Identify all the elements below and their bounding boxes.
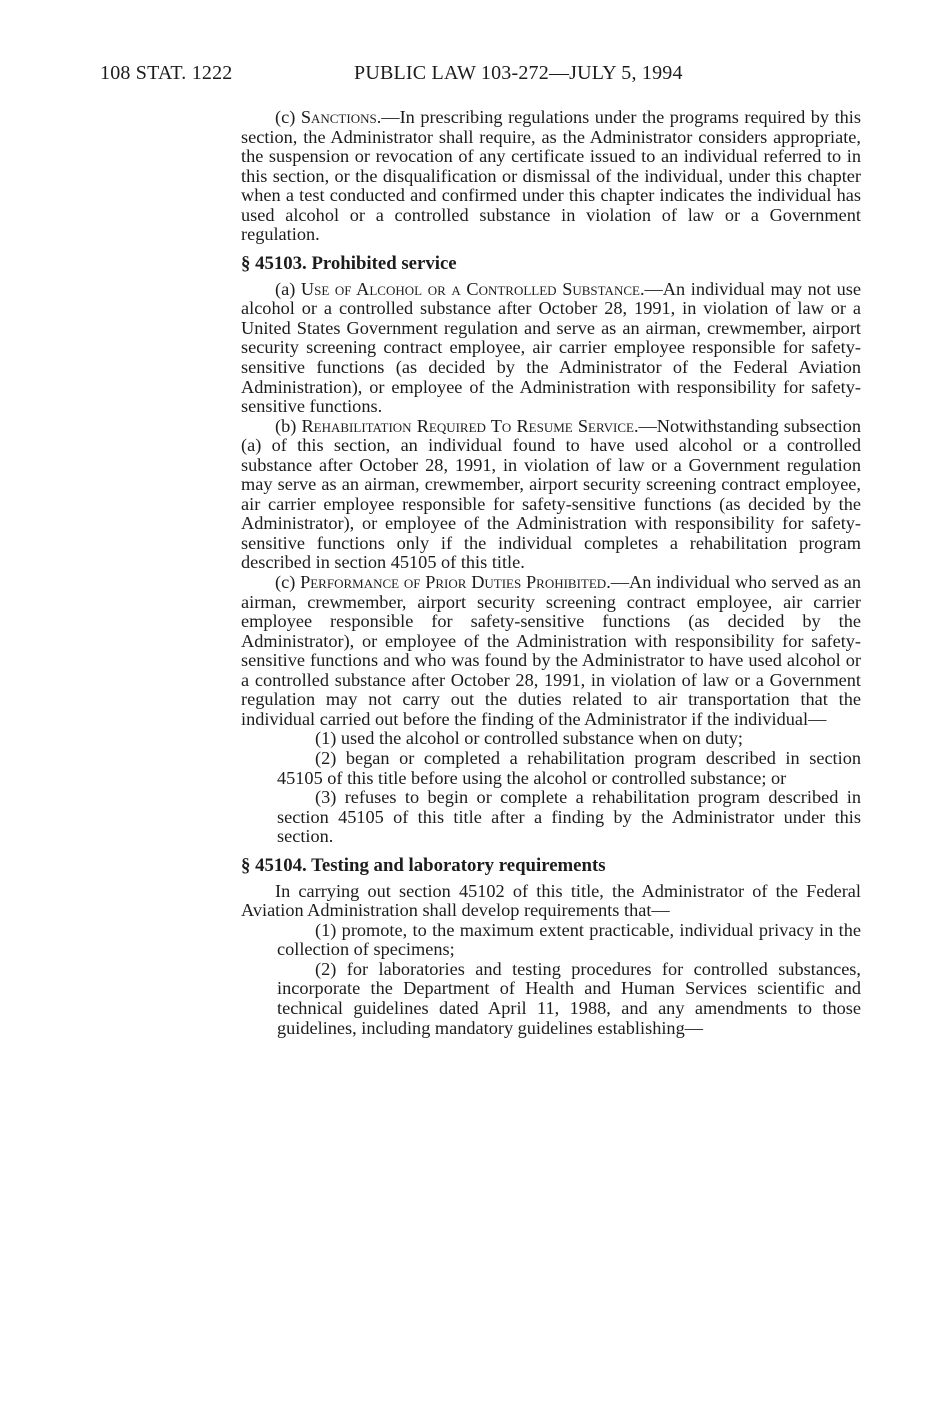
sanctions-text: .—In prescribing regulations under the programs required by this section, the Administrator shall require, as the Administrator considers appropriate, the suspension or revocation of any certificate issued to an individual referred to in this section, or the disqualification or dismissal of the individual, under this chapter when a test conducted and confirmed under this chapter indicates the individual has used alcohol or a controlled substance in violation of law or a Government regulation. xyxy=(241,107,861,245)
list-item: (2) for laboratories and testing procedures for controlled substances, incorporate the Department of Health and Human Services scientific and technical guidelines dated April 11, 1988, and any amendments to those guidelines, including mandatory guidelines establishing— xyxy=(277,958,861,1038)
subsection-c-caption: Performance of Prior Duties Prohibited xyxy=(300,572,607,593)
sanctions-caption: Sanctions xyxy=(300,107,377,127)
subsection-a-text: .—An individual may not use alcohol or a controlled substance after October 28, 1991, in violation of law or a United States Government regulation and serve as an airman, crewmember, airport security screening contract employee, air carrier employee responsible for safety-sensitive functions (as decided by the Administrator of the Federal Aviation Administration), or employee of the Administration with responsibility for safety-sensitive functions. xyxy=(241,278,861,417)
subsection-c-label: (c) xyxy=(275,572,301,593)
section-symbol: § xyxy=(241,252,256,274)
section-45104-intro: In carrying out section 45102 of this title, the Administrator of the Federal Aviation Administration shall develop requirements that— xyxy=(241,880,861,921)
sanctions-paragraph xyxy=(241,108,861,245)
subsection-b-label: (b) xyxy=(275,415,302,436)
section-45103-heading xyxy=(241,254,861,274)
subsection-c-text: .—An individual who served as an airman, crewmember, airport security screening contract employee, air carrier employee responsible for safety-sensitive functions (as decided by the Administrator), or employee of the Administration with responsibility for safety-sensitive functions and who was found by the Administrator to have used alcohol or a controlled substance after October 28, 1991, in violation of law or a Government regulation may not carry out the duties related to air transportation that the individual carried out before the finding of the Administrator if the individual— xyxy=(241,572,861,729)
section-symbol: § xyxy=(241,854,256,876)
sanctions-label: (c) xyxy=(275,107,301,127)
section-45104-heading xyxy=(241,856,861,876)
public-law-title: PUBLIC LAW 103-272—JULY 5, 1994 xyxy=(354,62,683,84)
subsection-a-label: (a) xyxy=(275,278,301,299)
subsection-b-text: .—Notwithstanding subsection (a) of this section, an individual found to have used alcohol or a controlled substance after October 28, 1991, in violation of law or a Government regulation may serve as an airman, crewmember, airport security screening contract employee, air carrier employee responsible for safety-sensitive functions (as decided by the Administrator), or employee of the Administration with responsibility for safety-sensitive functions only if the individual completes a rehabilitation program described in section 45105 of this title. xyxy=(241,415,861,573)
stat-page-number: 108 STAT. 1222 xyxy=(100,62,233,84)
subsection-a-caption: Use of Alcohol or a Controlled Substance xyxy=(300,278,640,299)
list-item: (1) promote, to the maximum extent practicable, individual privacy in the collection of specimens; xyxy=(277,919,861,960)
section-45103-b xyxy=(241,417,861,573)
subsection-b-caption: Rehabilitation Required To Resume Service xyxy=(301,415,634,436)
section-45103-c xyxy=(241,573,861,729)
list-item: (3) refuses to begin or complete a rehabilitation program described in section 45105 of this title after a finding by the Administrator under this section. xyxy=(277,787,861,847)
section-45103-title: 45103. Prohibited service xyxy=(255,252,457,274)
running-head xyxy=(100,62,860,88)
list-item: (1) used the alcohol or controlled substance when on duty; xyxy=(315,728,743,749)
section-45103-a xyxy=(241,280,861,417)
section-45104-title: 45104. Testing and laboratory requirements xyxy=(255,854,606,876)
list-item: (2) began or completed a rehabilitation program described in section 45105 of this title before using the alcohol or controlled substance; or xyxy=(277,747,861,788)
body-text xyxy=(241,108,861,1038)
